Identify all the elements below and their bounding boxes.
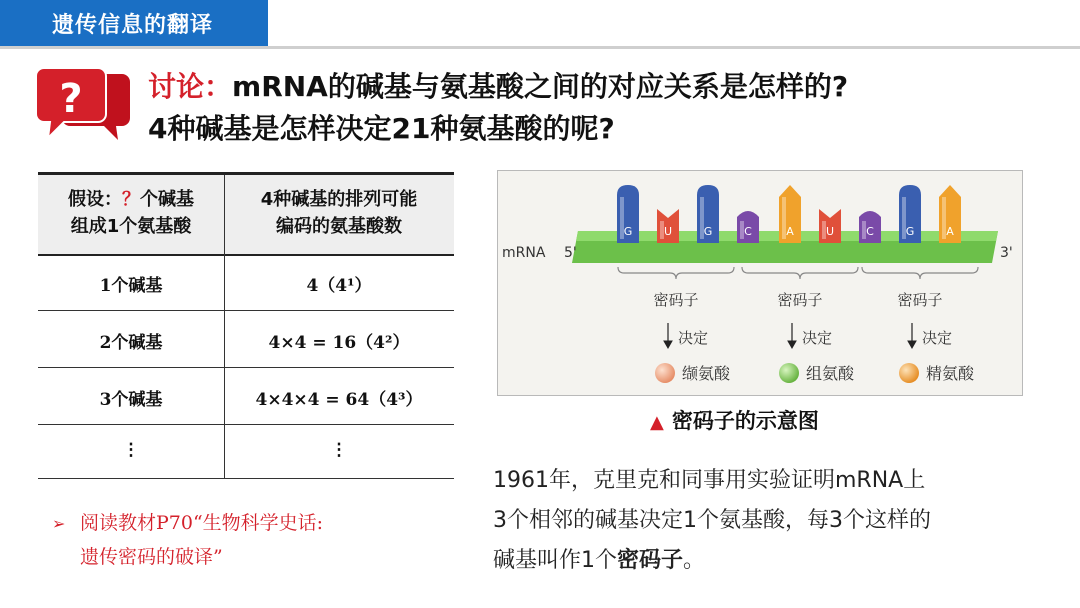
codon-hypothesis-table [38,172,454,479]
paragraph-line-2: 3个相邻的碱基决定1个氨基酸，每3个这样的 [493,508,931,533]
three-prime-label: 3' [1000,245,1013,261]
header-text: 假设： [68,189,122,210]
codon-diagram-svg [498,171,1022,395]
codon-brace [618,267,734,279]
caption-text: 密码子的示意图 [671,409,819,433]
amino-acid-ball [655,363,675,383]
decide-label: 决定 [678,329,709,347]
reading-tip-line-2: 遗传密码的破译” [80,546,223,568]
table-cell-count: 4×4 = 16（4²） [268,333,410,353]
paragraph-line-1: 1961年，克里克和同事用实验证明mRNA上 [493,468,926,493]
discussion-prefix: 讨论： [148,70,233,103]
mrna-label: mRNA [502,245,546,261]
amino-acid-ball [899,363,919,383]
base-letter: C [866,225,874,238]
five-prime-label: 5' [564,245,577,261]
amino-acid-ball [779,363,799,383]
triangle-marker-icon: ▲ [650,412,664,433]
base-letter: U [663,225,673,238]
table-cell-bases: 1个碱基 [99,276,163,296]
header-divider [0,46,1080,49]
table-cell-bases: 3个碱基 [99,390,163,410]
codon-diagram [497,170,1023,396]
svg-text:?: ? [59,76,83,122]
amino-acid-label: 缬氨酸 [682,364,731,383]
col-header-combinations [224,186,454,240]
codon-label: 密码子 [653,291,699,309]
codon-brace [742,267,858,279]
section-banner [0,0,268,46]
paragraph-text: 。 [683,548,706,573]
question-line-2: 4种碱基是怎样决定21种氨基酸的呢? [148,112,615,145]
base-letter: G [905,225,915,238]
amino-acid-label: 精氨酸 [926,364,975,383]
section-title: 遗传信息的翻译 [52,13,214,38]
decide-label: 决定 [802,329,833,347]
decide-label: 决定 [922,329,953,347]
table-cell-count: 4（4¹） [306,276,372,296]
paragraph-text: 碱基叫作1个 [493,548,617,573]
table-cell-bases: 2个碱基 [99,333,163,353]
question-line-1: mRNA的碱基与氨基酸之间的对应关系是怎样的? [232,70,849,103]
table-cell-ellipsis: ⋮ [330,440,348,460]
table-cell-ellipsis: ⋮ [122,440,140,460]
codon-label: 密码子 [897,291,943,309]
header-text: 编码的氨基酸数 [276,216,402,237]
base-letter: C [744,225,752,238]
discussion-question [148,66,848,150]
base-letter: G [623,225,633,238]
header-text: 组成1个氨基酸 [70,216,192,237]
explanation-paragraph [493,461,931,581]
header-text: 4种碱基的排列可能 [260,189,418,210]
unknown-mark: ？ [122,189,140,210]
reading-tip-line-1: 阅读教材P70“生物科学史话: [80,512,324,534]
amino-acid-label: 组氨酸 [806,364,855,383]
question-bubble-icon [36,66,132,142]
paragraph-line-3 [493,541,931,581]
col-header-hypothesis [38,186,224,240]
codon-brace [862,267,978,279]
codon-label: 密码子 [777,291,823,309]
base-letter: G [703,225,713,238]
table-cell-count: 4×4×4 = 64（4³） [255,390,423,410]
base-letter: A [786,225,794,238]
arrow-bullet-icon: ➢ [52,514,66,533]
base-letter: A [946,225,954,238]
codon-term: 密码子 [617,548,684,573]
header-text: 个碱基 [140,189,194,210]
base-group [617,185,961,243]
figure-caption [650,405,819,435]
base-letter: U [825,225,835,238]
